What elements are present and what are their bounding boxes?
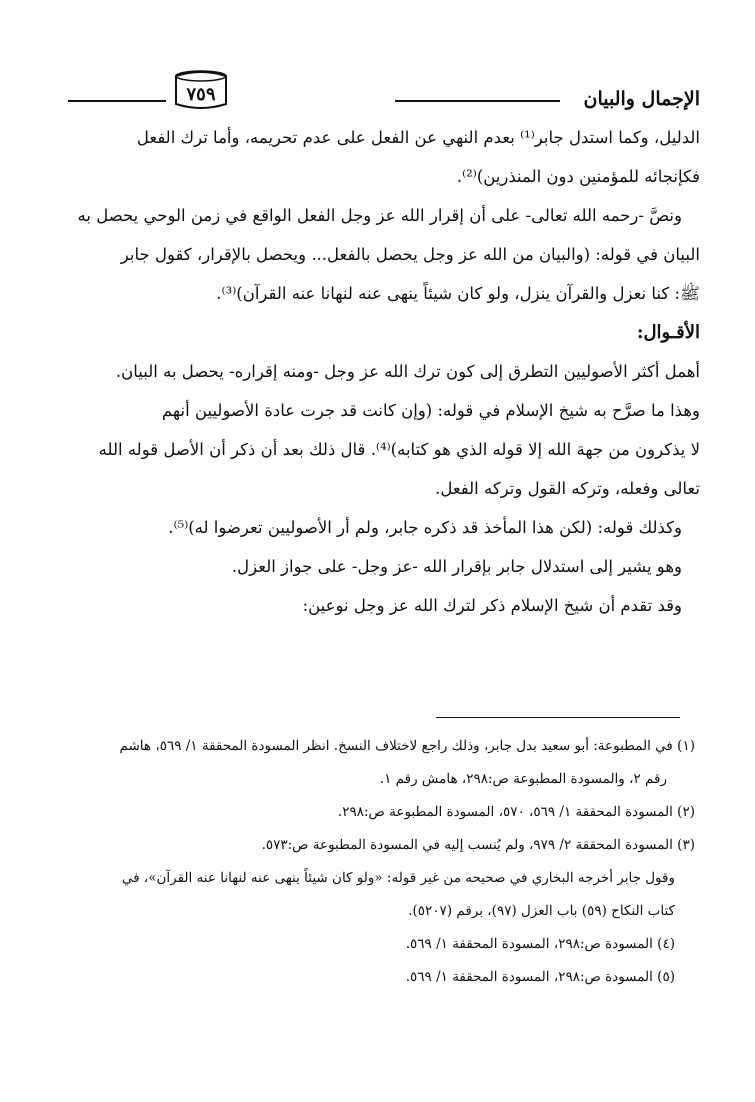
text-line: لا يذكرون من جهة الله إلا قوله الذي هو كتابه)⁽⁴⁾. قال ذلك بعد أن ذكر أن الأصل قوله الله bbox=[98, 440, 700, 459]
page-header bbox=[60, 62, 700, 112]
footnote-line: (٢) المسودة المحققة ١/ ٥٦٩، ٥٧٠، المسودة المطبوعة ص:٢٩٨. bbox=[337, 804, 695, 820]
footnotes bbox=[70, 730, 695, 994]
text-line: وهذا ما صرَّح به شيخ الإسلام في قوله: (وإن كانت قد جرت عادة الأصوليين أنهم bbox=[161, 401, 700, 420]
text-line: وقد تقدم أن شيخ الإسلام ذكر لترك الله عز وجل نوعين: bbox=[302, 596, 682, 615]
page-number: ٧٥٩ bbox=[186, 84, 216, 105]
text-line: وكذلك قوله: (لكن هذا المأخذ قد ذكره جابر، ولم أر الأصوليين تعرضوا له)⁽⁵⁾. bbox=[168, 518, 682, 537]
footnote-line: (٥) المسودة ص:٢٩٨، المسودة المحققة ١/ ٥٦٩. bbox=[405, 969, 675, 985]
main-text bbox=[60, 118, 700, 625]
header-rule-right bbox=[395, 100, 560, 102]
text-line: ونصَّ -رحمه الله تعالى- على أن إقرار الله عز وجل الفعل الواقع في زمن الوحي يحصل به bbox=[77, 206, 682, 225]
text-line: الدليل، وكما استدل جابر⁽¹⁾ بعدم النهي عن الفعل على عدم تحريمه، وأما ترك الفعل bbox=[136, 128, 700, 147]
footnote-line: كتاب النكاح (٥٩) باب العزل (٩٧)، برقم (٥٢٠٧). bbox=[408, 903, 675, 919]
footnote-line: (٣) المسودة المحققة ٢/ ٩٧٩، ولم يُنسب إليه في المسودة المطبوعة ص:٥٧٣. bbox=[261, 837, 695, 853]
section-heading: الأقـوال: bbox=[636, 322, 700, 343]
header-rule-left bbox=[68, 100, 166, 102]
text-line: البيان في قوله: (والبيان من الله عز وجل يحصل بالفعل... ويحصل بالإقرار، كقول جابر bbox=[120, 245, 700, 264]
footnote-line: (٤) المسودة ص:٢٩٨، المسودة المحققة ١/ ٥٦٩. bbox=[405, 936, 675, 952]
footnote-line: وقول جابر أخرجه البخاري في صحيحه من غير قوله: «ولو كان شيئاً ينهى عنه لنهانا عنه القرآن»، في bbox=[121, 870, 675, 886]
text-line: تعالى وفعله، وتركه القول وتركه الفعل. bbox=[435, 479, 700, 498]
text-line: فكإنجائه للمؤمنين دون المنذرين)⁽²⁾. bbox=[456, 167, 700, 186]
footnote-line: رقم ٢، والمسودة المطبوعة ص:٢٩٨، هامش رقم ١. bbox=[379, 771, 667, 787]
text-line: ﷺ: كنا نعزل والقرآن ينزل، ولو كان شيئاً ينهى عنه لنهانا عنه القرآن)⁽³⁾. bbox=[216, 284, 700, 303]
footnote-separator bbox=[436, 717, 680, 718]
running-title: الإجمال والبيان bbox=[583, 88, 700, 110]
page-number-frame bbox=[172, 66, 230, 112]
footnote-line: (١) في المطبوعة: أبو سعيد بدل جابر، وذلك راجع لاختلاف النسخ. انظر المسودة المحققة ١/ ٥٦٩، هاشم bbox=[119, 738, 695, 754]
text-line: وهو يشير إلى استدلال جابر بإقرار الله -عز وجل- على جواز العزل. bbox=[231, 557, 682, 576]
text-line: أهمل أكثر الأصوليين التطرق إلى كون ترك الله عز وجل -ومنه إقراره- يحصل به البيان. bbox=[115, 362, 700, 381]
